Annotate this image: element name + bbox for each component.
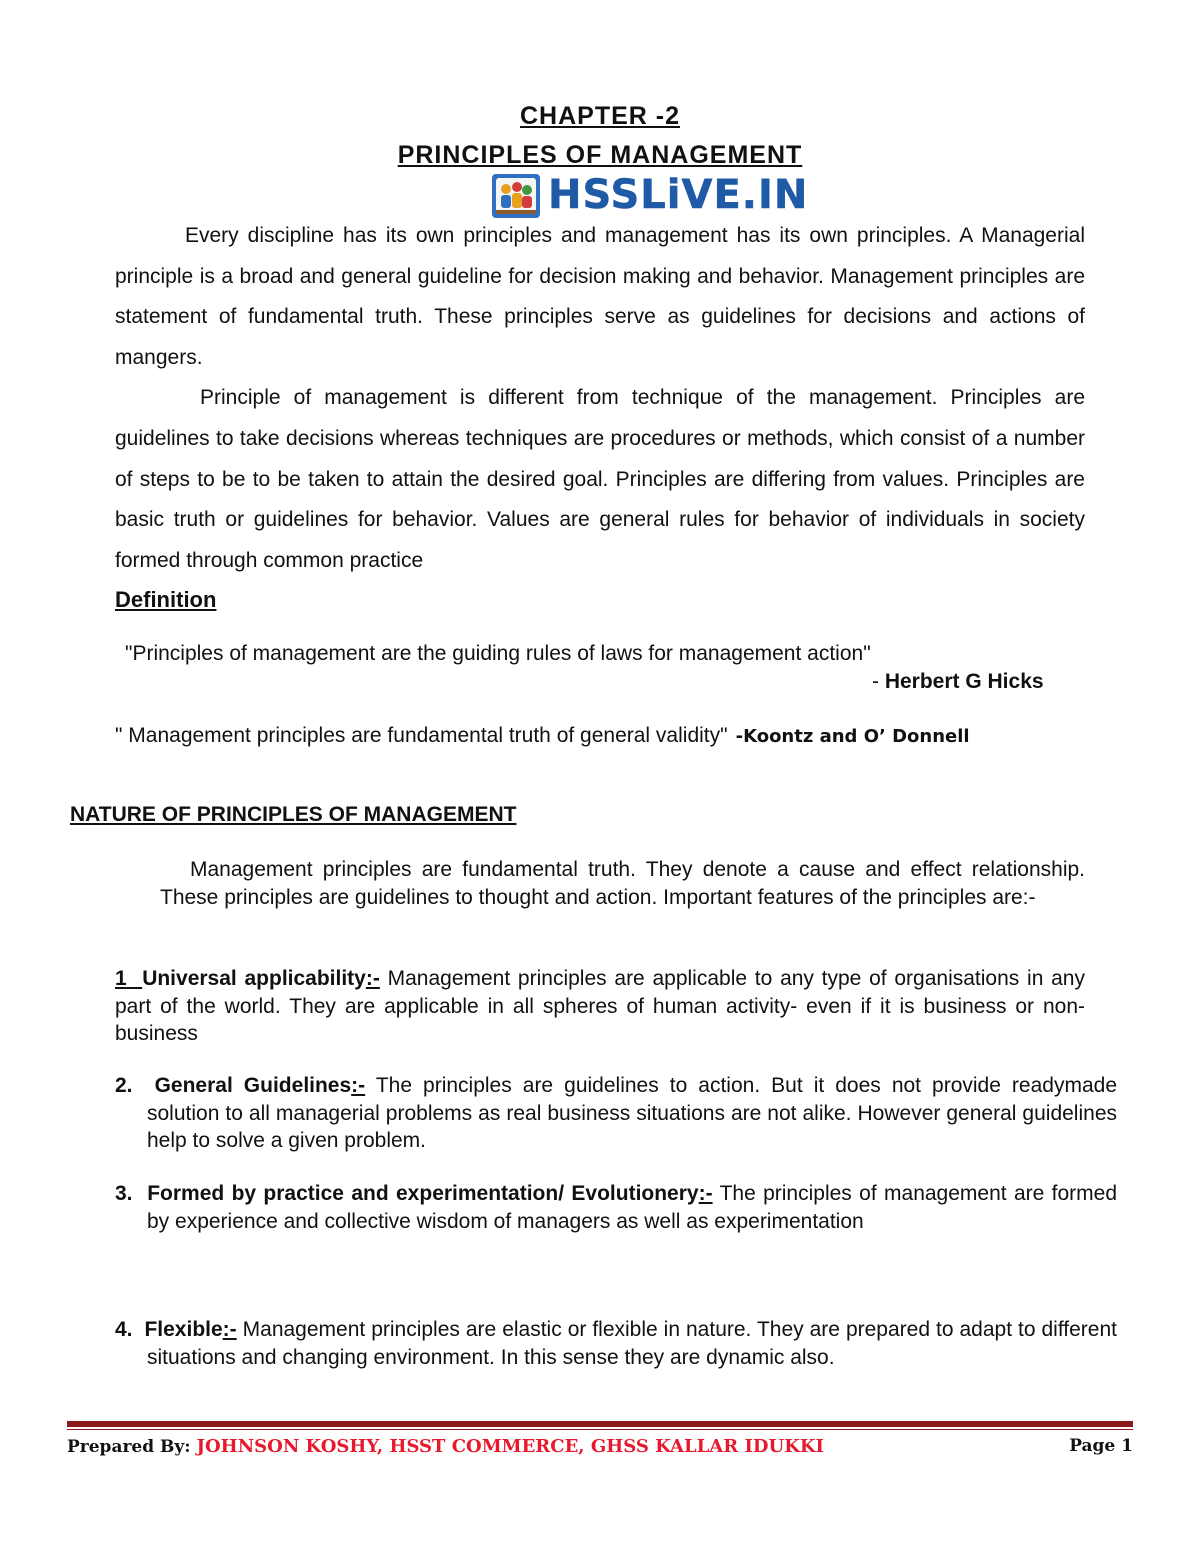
item-label: General Guidelines — [154, 1074, 352, 1097]
footer-divider-thin — [67, 1429, 1133, 1430]
list-item — [115, 1316, 1117, 1371]
list-item — [115, 1072, 1117, 1155]
list-item-text — [115, 1316, 1117, 1371]
list-item-text — [115, 1072, 1117, 1155]
item-number: 1 — [115, 967, 127, 990]
footer-divider — [67, 1421, 1133, 1427]
nature-heading: NATURE OF PRINCIPLES OF MANAGEMENT — [70, 803, 517, 826]
nature-intro-text: Management principles are fundamental truth. They denote a cause and effect relationship. These principles are guidelines to thought and action. Important features of the principles are:- — [160, 858, 1085, 909]
intro-section — [115, 216, 1085, 581]
page-title: PRINCIPLES OF MANAGEMENT — [397, 141, 803, 169]
author-name: Herbert G Hicks — [884, 670, 1044, 693]
prepared-by-label: Prepared By: — [67, 1437, 191, 1457]
author-dash: - — [872, 670, 885, 693]
item-body: Management principles are applicable to any type of organisations in any part of the world. They are applicable in all spheres of human activity- even if it is business or non-business — [115, 967, 1085, 1045]
list-item — [115, 1180, 1117, 1235]
quote-2-text: " Management principles are fundamental truth of general validity" — [115, 724, 728, 747]
item-number: 4. — [115, 1318, 133, 1341]
logo-badge-icon — [490, 170, 542, 222]
item-separator: :- — [365, 967, 380, 990]
chapter-heading: CHAPTER -2 — [519, 102, 680, 130]
item-separator: :- — [222, 1318, 237, 1341]
item-body: The principles are guidelines to action. But it does not provide readymade solution to all managerial problems as real business situations are not alike. However general guidelines help to solve a given problem. — [147, 1074, 1117, 1152]
definition-quote-1: "Principles of management are the guiding rules of laws for management action" — [125, 642, 871, 665]
list-item-text — [115, 965, 1085, 1048]
item-body: The principles of management are formed by experience and collective wisdom of managers as well as experimentation — [147, 1182, 1117, 1233]
item-label: Formed by practice and experimentation/ Evolutionery — [147, 1182, 699, 1205]
list-item — [115, 965, 1085, 1048]
item-number: 2. — [115, 1074, 133, 1097]
nature-intro — [160, 856, 1085, 911]
definition-author-2: -Koontz and O’ Donnell — [735, 726, 970, 747]
author-credit: JOHNSON KOSHY, HSST COMMERCE, GHSS KALLAR IDUKKI — [196, 1436, 824, 1457]
item-label: Flexible — [144, 1318, 223, 1341]
item-separator: :- — [698, 1182, 713, 1205]
item-separator: :- — [351, 1074, 366, 1097]
list-item-text — [115, 1180, 1117, 1235]
intro-paragraph-1: Every discipline has its own principles and management has its own principles. A Managerial principle is a broad and general guideline for decision making and behavior. Management principles are statement of fundamental truth. These principles serve as guidelines for decisions and actions of mangers. — [115, 224, 1085, 369]
definition-quote-2 — [115, 724, 970, 748]
definition-author-1 — [872, 670, 1044, 694]
logo-text: HSSLiVE.IN — [548, 172, 809, 218]
page-number: Page 1 — [1069, 1436, 1133, 1456]
item-label: Universal applicability — [142, 967, 366, 990]
hsslive-logo — [490, 170, 809, 222]
item-body: Management principles are elastic or flexible in nature. They are prepared to adapt to different situations and changing environment. In this sense they are dynamic also. — [147, 1318, 1117, 1369]
page-footer — [67, 1436, 1133, 1457]
definition-heading: Definition — [115, 587, 217, 612]
item-number: 3. — [115, 1182, 133, 1205]
intro-paragraph-2: Principle of management is different from technique of the management. Principles are guidelines to take decisions whereas techniques are procedures or methods, which consist of a number of steps to be to be taken to attain the desired goal. Principles are differing from values. Principles are basic truth or guidelines for behavior. Values are general rules for behavior of individuals in society formed through common practice — [115, 386, 1085, 572]
